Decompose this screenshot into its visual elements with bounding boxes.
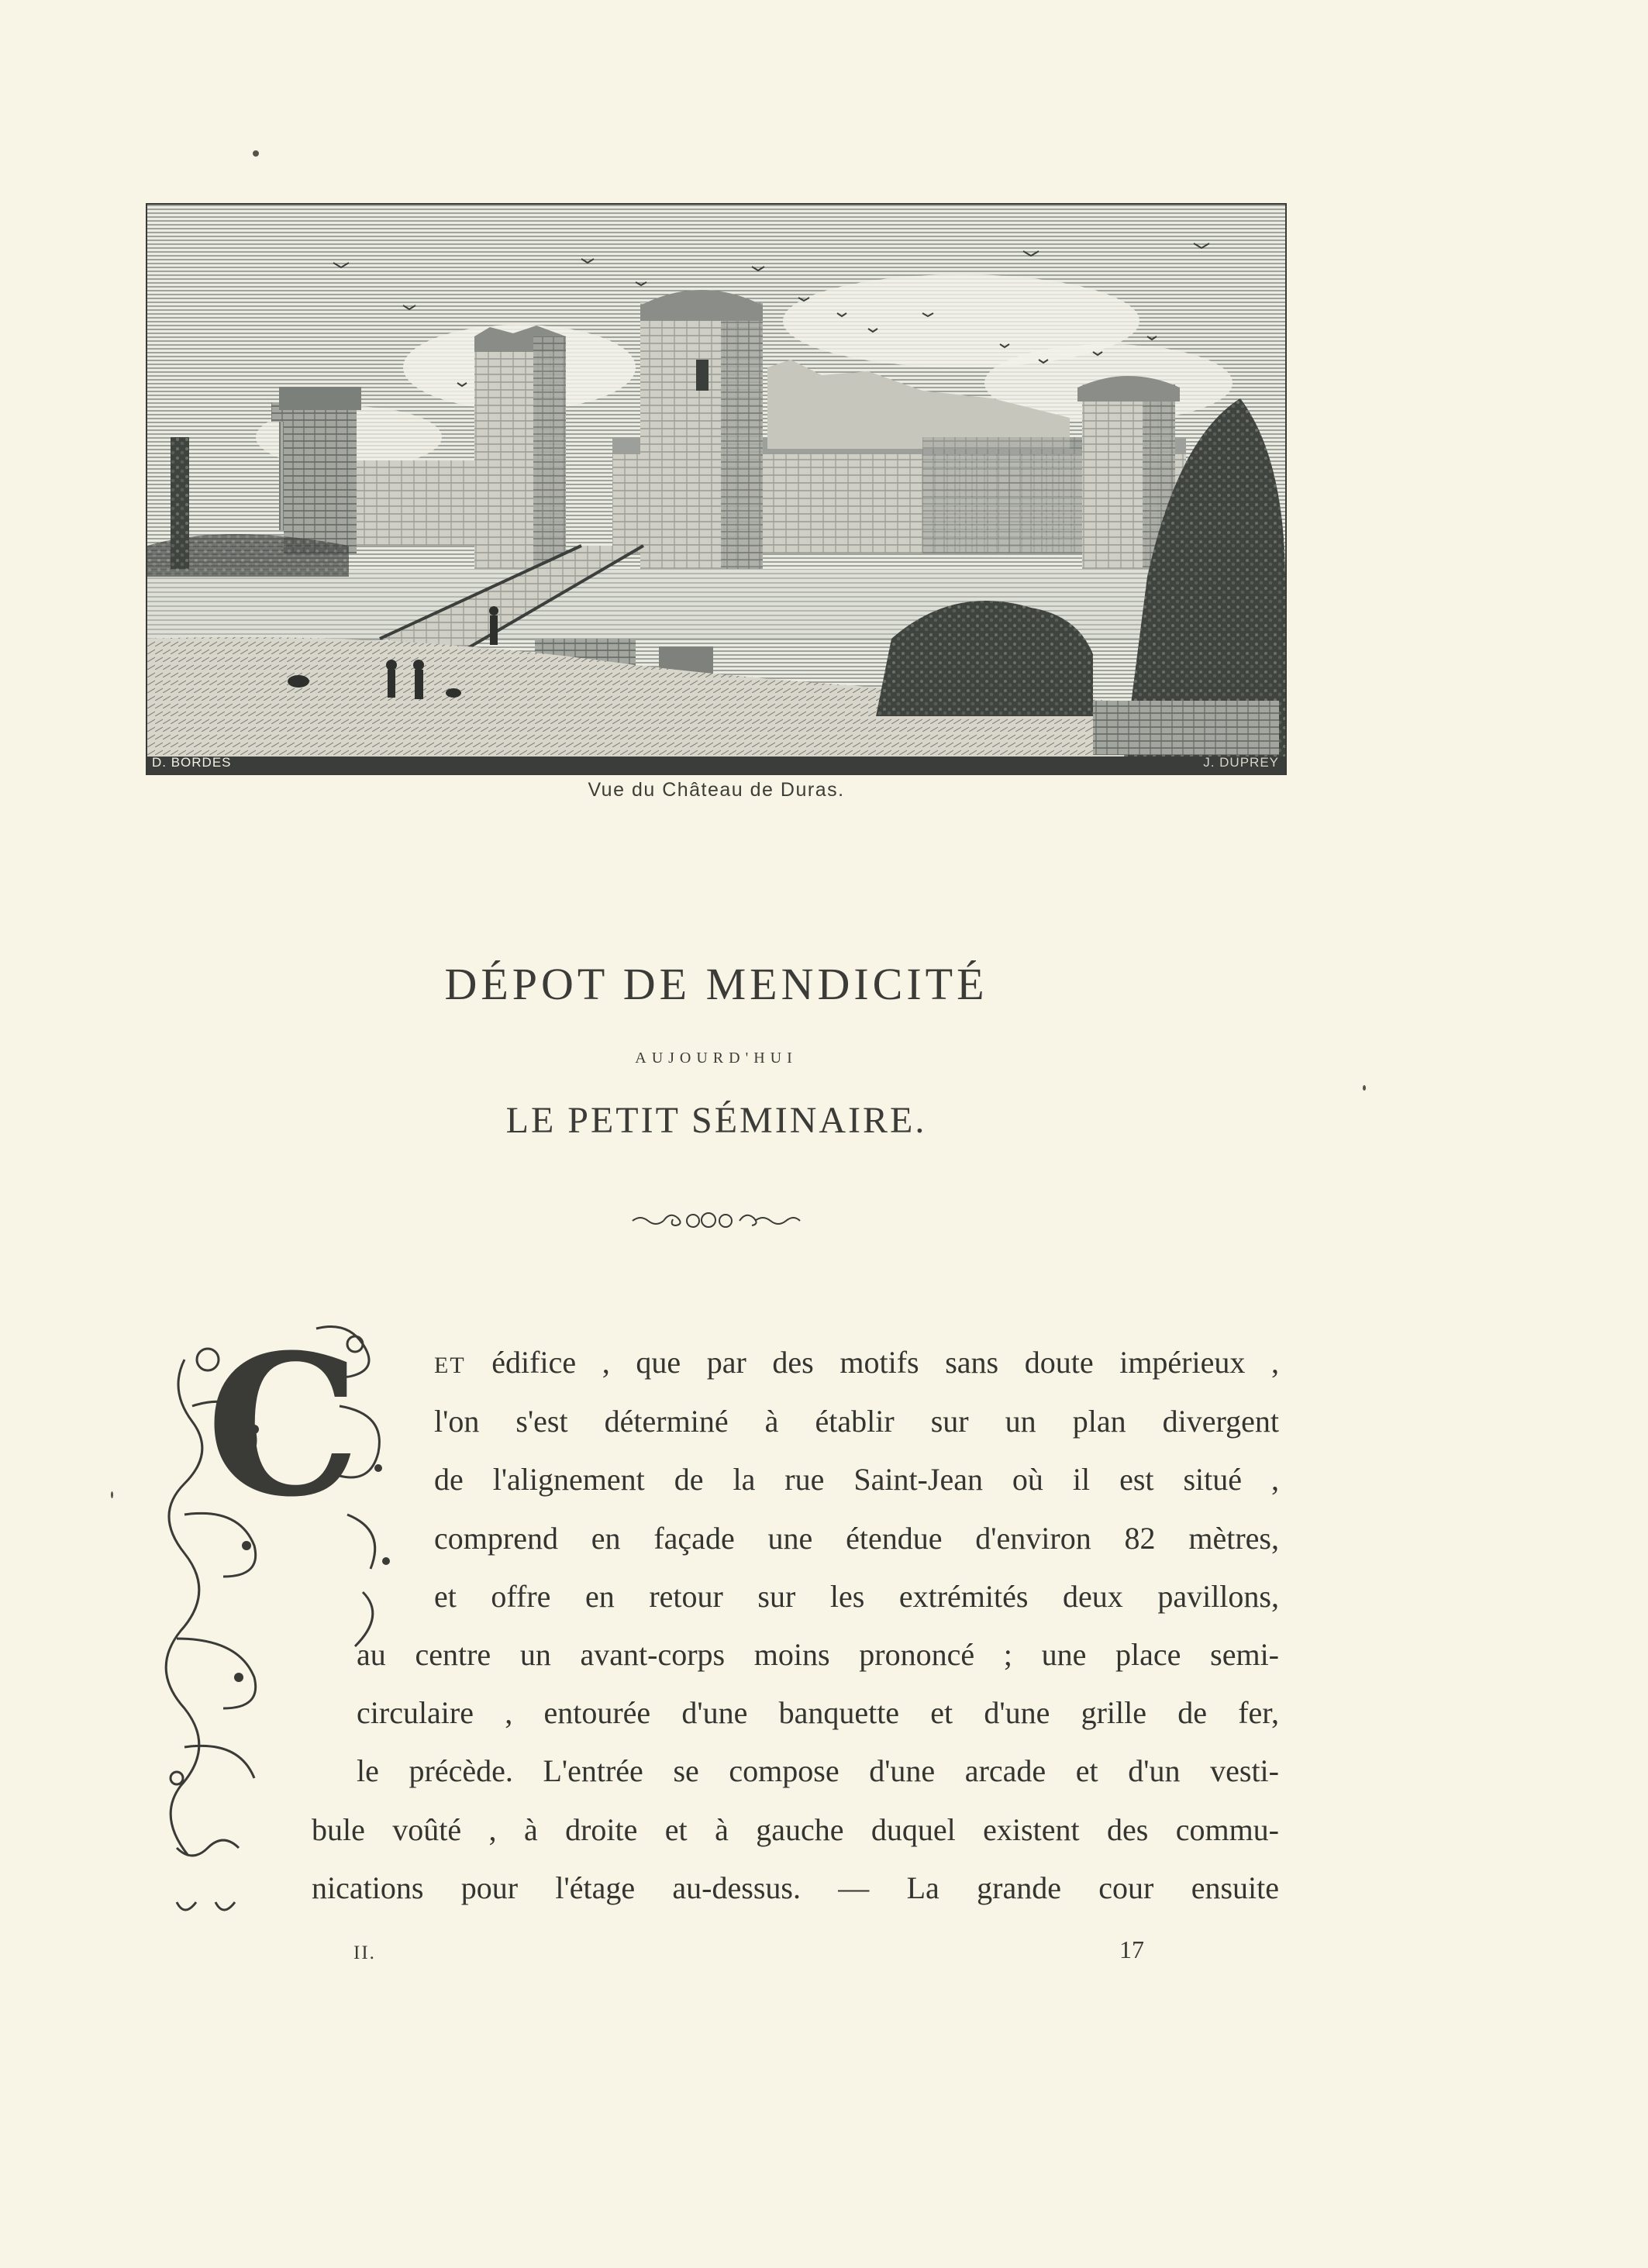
drop-cap-letter: C: [206, 1312, 360, 1539]
engraving-caption: Vue du Château de Duras.: [588, 779, 845, 801]
body-line: et offre en retour sur les extrémités deux pavillons,: [434, 1579, 1279, 1614]
body-line: au centre un avant-corps moins prononcé ; une place semi-: [357, 1637, 1279, 1672]
body-first-word: ET: [434, 1353, 466, 1378]
body-line: comprend en façade une étendue d'environ 82 mètres,: [434, 1521, 1279, 1556]
body-line: l'on s'est déterminé à établir sur un plan divergent: [434, 1404, 1279, 1439]
body-line: ET édifice , que par des motifs sans doute impérieux ,: [434, 1345, 1279, 1380]
engraving-chateau-duras: [146, 203, 1287, 775]
signature-mark: II.: [353, 1942, 376, 1963]
body-line: circulaire , entourée d'une banquette et d'une grille de fer,: [357, 1695, 1279, 1730]
flourish-ornament: [631, 1209, 802, 1232]
body-line: le précède. L'entrée se compose d'une arcade et d'un vesti-: [357, 1753, 1279, 1788]
chapter-title: DÉPOT DE MENDICITÉ: [444, 959, 988, 1009]
page-number: 17: [1119, 1935, 1144, 1963]
engraving-drawing: [147, 205, 1285, 774]
engraver-signature-left: D. BORDES: [152, 755, 232, 770]
body-line: nications pour l'étage au-dessus. — La grande cour ensuite: [312, 1870, 1279, 1905]
paper-speck: [111, 1491, 113, 1498]
paper-speck: [1363, 1085, 1366, 1091]
paper-speck: [253, 150, 259, 157]
body-line: de l'alignement de la rue Saint-Jean où il est situé ,: [434, 1462, 1279, 1497]
chapter-subtitle: AUJOURD'HUI: [635, 1050, 798, 1067]
engraver-signature-right: J. DUPREY: [1203, 755, 1279, 770]
body-line: bule voûté , à droite et à gauche duquel existent des commu-: [312, 1812, 1279, 1847]
chapter-title-second: LE PETIT SÉMINAIRE.: [505, 1100, 927, 1141]
